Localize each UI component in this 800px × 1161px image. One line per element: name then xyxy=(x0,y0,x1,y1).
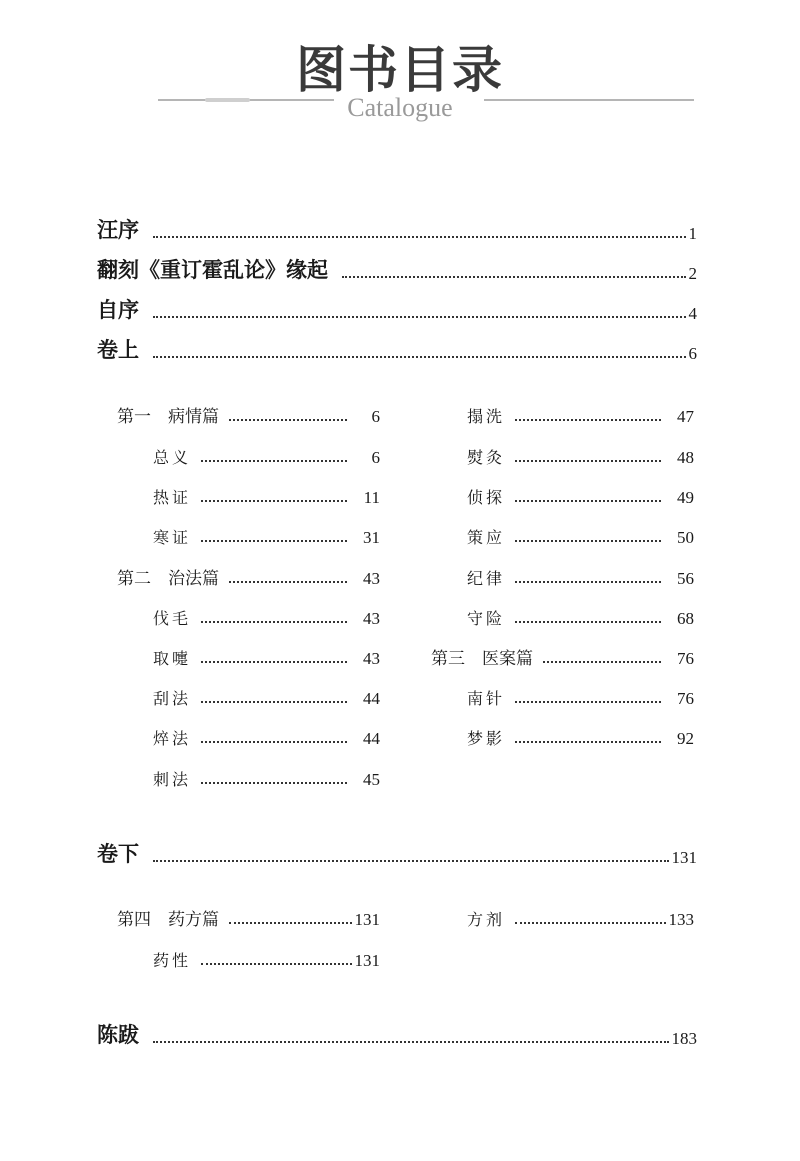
toc-entry-label: 药性 xyxy=(153,951,192,970)
toc-entry-label: 南针 xyxy=(467,689,506,708)
toc-page-number: 131 xyxy=(354,910,380,929)
toc-entry-label: 汪序 xyxy=(97,217,139,242)
dot-leader xyxy=(515,460,661,462)
page-title: 图书目录 xyxy=(296,41,504,99)
toc-page-number: 183 xyxy=(671,1029,697,1048)
toc-page-number: 131 xyxy=(671,848,697,867)
dot-leader xyxy=(153,236,686,238)
toc-page-number: 2 xyxy=(688,264,697,283)
toc-section-entry[interactable] xyxy=(117,563,380,589)
toc-entry-label: 熨灸 xyxy=(467,448,506,467)
toc-entry-label: 自序 xyxy=(97,297,139,322)
dot-leader xyxy=(201,741,347,743)
toc-page-number: 76 xyxy=(677,689,694,708)
dot-leader xyxy=(515,419,661,421)
toc-entry-label: 总义 xyxy=(153,448,192,467)
toc-entry-label: 守险 xyxy=(467,609,506,628)
dot-leader xyxy=(201,500,347,502)
dot-leader xyxy=(515,701,661,703)
dot-leader xyxy=(153,860,669,862)
toc-sub-entry[interactable] xyxy=(467,683,694,709)
toc-entry-label: 刮法 xyxy=(153,689,192,708)
dot-leader xyxy=(515,621,661,623)
toc-section-entry[interactable] xyxy=(431,643,694,669)
dot-leader xyxy=(229,922,352,924)
dot-leader xyxy=(201,540,347,542)
toc-page-number: 56 xyxy=(677,569,694,588)
toc-main-entry[interactable] xyxy=(97,298,697,324)
toc-page-number: 45 xyxy=(363,770,380,789)
toc-entry-label: 第四 药方篇 xyxy=(117,910,219,930)
toc-sub-entry[interactable] xyxy=(153,603,380,629)
toc-sub-entry[interactable] xyxy=(153,522,380,548)
toc-section-entry[interactable] xyxy=(117,904,380,930)
toc-page-number: 47 xyxy=(677,407,694,426)
toc-main-entry[interactable] xyxy=(97,338,697,364)
toc-entry-label: 搨洗 xyxy=(467,407,506,426)
toc-sub-entry[interactable] xyxy=(153,482,380,508)
toc-entry-label: 梦影 xyxy=(467,729,506,748)
toc-page-number: 1 xyxy=(688,224,697,243)
toc-sub-entry[interactable] xyxy=(467,401,694,427)
toc-page-number: 43 xyxy=(363,649,380,668)
dot-leader xyxy=(201,782,347,784)
dot-leader xyxy=(153,316,686,318)
toc-page-number: 4 xyxy=(688,304,697,323)
toc-sub-entry[interactable] xyxy=(467,563,694,589)
toc-sub-entry[interactable] xyxy=(467,522,694,548)
dot-leader xyxy=(342,276,686,278)
toc-entry-label: 第一 病情篇 xyxy=(117,407,219,427)
toc-entry-label: 第三 医案篇 xyxy=(431,649,533,669)
page-subtitle: Catalogue xyxy=(347,93,453,122)
toc-sub-entry[interactable] xyxy=(467,723,694,749)
toc-page-number: 44 xyxy=(363,689,380,708)
toc-page-number: 43 xyxy=(363,569,380,588)
toc-entry-label: 卷下 xyxy=(97,841,139,866)
toc-sub-entry[interactable] xyxy=(467,482,694,508)
toc-section-entry[interactable] xyxy=(117,401,380,427)
toc-page-number: 6 xyxy=(688,344,697,363)
toc-entry-label: 刺法 xyxy=(153,770,192,789)
toc-page-number: 76 xyxy=(677,649,694,668)
toc-page-number: 6 xyxy=(371,407,380,426)
toc-sub-entry[interactable] xyxy=(153,945,380,971)
dot-leader xyxy=(201,621,347,623)
toc-page-number: 31 xyxy=(363,528,380,547)
toc-main-entry[interactable] xyxy=(97,1023,697,1049)
toc-entry-label: 陈跋 xyxy=(97,1022,139,1047)
toc-page-number: 48 xyxy=(677,448,694,467)
toc-page-number: 6 xyxy=(371,448,380,467)
toc-sub-entry[interactable] xyxy=(153,683,380,709)
toc-entry-label: 翻刻《重订霍乱论》缘起 xyxy=(97,257,328,282)
dot-leader xyxy=(543,661,661,663)
dot-leader xyxy=(229,581,347,583)
toc-page-number: 49 xyxy=(677,488,694,507)
toc-page-number: 50 xyxy=(677,528,694,547)
toc-sub-entry[interactable] xyxy=(467,603,694,629)
toc-page-number: 68 xyxy=(677,609,694,628)
toc-main-entry[interactable] xyxy=(97,258,697,284)
toc-entry-label: 寒证 xyxy=(153,528,192,547)
toc-sub-entry[interactable] xyxy=(153,643,380,669)
toc-entry-label: 取嚏 xyxy=(153,649,192,668)
toc-sub-entry[interactable] xyxy=(153,723,380,749)
dot-leader xyxy=(515,540,661,542)
dot-leader xyxy=(515,581,661,583)
toc-entry-label: 侦探 xyxy=(467,488,506,507)
dot-leader xyxy=(515,500,661,502)
dot-leader xyxy=(201,701,347,703)
toc-entry-label: 焠法 xyxy=(153,729,192,748)
dot-leader xyxy=(153,356,686,358)
toc-entry-label: 方剂 xyxy=(467,910,506,929)
toc-page-number: 44 xyxy=(363,729,380,748)
toc-entry-label: 卷上 xyxy=(97,337,139,362)
toc-page-number: 92 xyxy=(677,729,694,748)
toc-page-number: 133 xyxy=(668,910,694,929)
toc-entry-label: 伐毛 xyxy=(153,609,192,628)
toc-page-number: 43 xyxy=(363,609,380,628)
dot-leader xyxy=(201,460,347,462)
toc-sub-entry[interactable] xyxy=(467,442,694,468)
toc-entry-label: 策应 xyxy=(467,528,506,547)
dot-leader xyxy=(201,963,351,965)
dot-leader xyxy=(229,419,347,421)
toc-main-entry[interactable] xyxy=(97,842,697,868)
toc-entry-label: 第二 治法篇 xyxy=(117,569,219,589)
toc-entry-label: 纪律 xyxy=(467,569,506,588)
toc-sub-entry[interactable] xyxy=(467,904,694,930)
toc-main-entry[interactable] xyxy=(97,218,697,244)
dot-leader xyxy=(515,741,661,743)
toc-sub-entry[interactable] xyxy=(153,764,380,790)
toc-sub-entry[interactable] xyxy=(153,442,380,468)
dot-leader xyxy=(515,922,665,924)
toc-entry-label: 热证 xyxy=(153,488,192,507)
dot-leader xyxy=(201,661,347,663)
toc-page-number: 11 xyxy=(363,488,380,507)
dot-leader xyxy=(153,1041,669,1043)
toc-page-number: 131 xyxy=(354,951,380,970)
